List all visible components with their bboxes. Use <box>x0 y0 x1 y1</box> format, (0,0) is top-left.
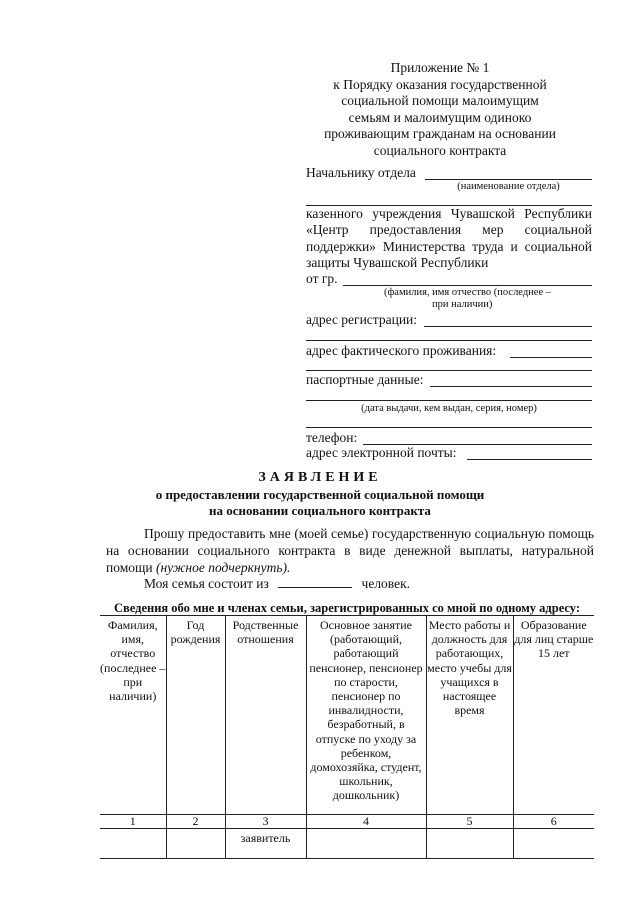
appendix-line: семьям и малоимущим одиноко <box>348 109 532 125</box>
request-note: (нужное подчеркнуть). <box>156 559 291 575</box>
document-subtitle <box>0 487 640 518</box>
passport-hint: (дата выдачи, кем выдан, серия, номер) <box>361 403 537 414</box>
passport-field[interactable] <box>430 386 592 387</box>
table-cell[interactable] <box>306 829 426 859</box>
family-table <box>100 601 594 859</box>
dept-hint: (наименование отдела) <box>457 181 560 192</box>
col-number: 1 <box>100 815 166 829</box>
header-education: Образование для лиц старше 15 лет <box>513 616 594 815</box>
table-number-row <box>100 815 594 829</box>
appendix-line: социального контракта <box>373 142 507 158</box>
header-relation: Родственные отношения <box>225 616 306 815</box>
appendix-block <box>300 60 580 159</box>
col-number: 2 <box>166 815 225 829</box>
request-paragraph <box>106 526 594 576</box>
subtitle-line-1: о предоставлении государственной социальной помощи <box>155 487 485 502</box>
appendix-line: проживающим гражданам на основании <box>324 126 556 141</box>
reg-field-line2[interactable] <box>306 340 592 341</box>
email-label: адрес электронной почты: <box>306 445 457 460</box>
table-cell[interactable] <box>100 829 166 859</box>
header-fio: Фамилия, имя, отчество (последнее – при наличии) <box>100 616 166 815</box>
table-row <box>100 829 594 859</box>
header-workplace: Место работы и должность для работающих, место учебы для учащихся в настоящее время <box>426 616 513 815</box>
col-number: 6 <box>513 815 594 829</box>
subtitle-line-2: на основании социального контракта <box>209 502 431 518</box>
header-occupation: Основное занятие (работающий, работающий пенсионер, пенсионер по старости, пенсионер по инвалидности, безработный, в отпуске по уходу за ребенком, домохозяйка, студент, школьник, дошкольник) <box>306 616 426 815</box>
family-line <box>144 575 410 592</box>
document-title: ЗАЯВЛЕНИЕ <box>258 470 382 485</box>
appendix-line: социальной помощи малоимущим <box>341 93 539 108</box>
chief-label: Начальнику отдела <box>306 165 416 180</box>
family-prefix: Моя семья состоит из <box>144 576 269 591</box>
table-cell[interactable] <box>166 829 225 859</box>
phone-label: телефон: <box>306 430 358 445</box>
addressee-body: казенного учреждения Чувашской Республики «Центр предоставления мер социальной поддержки» Министерства труда и социальной защиты Чувашской Республики <box>306 206 592 271</box>
passport-field-line2[interactable] <box>306 400 592 401</box>
reg-field[interactable] <box>424 326 592 327</box>
reg-label: адрес регистрации: <box>306 312 418 327</box>
header-birth-year: Год рождения <box>166 616 225 815</box>
appendix-line: к Порядку оказания государственной <box>333 76 547 92</box>
family-suffix: человек. <box>361 576 411 591</box>
appendix-line: Приложение № 1 <box>390 60 490 75</box>
fact-label: адрес фактического проживания: <box>306 343 497 358</box>
fact-field-line2[interactable] <box>306 370 592 371</box>
col-number: 4 <box>306 815 426 829</box>
passport-label: паспортные данные: <box>306 372 424 387</box>
table-header-row <box>100 616 594 815</box>
col-number: 5 <box>426 815 513 829</box>
email-field[interactable] <box>467 459 592 460</box>
from-label: от гр. <box>306 271 338 286</box>
table-caption: Сведения обо мне и членах семьи, зарегистрированных со мной по одному адресу: <box>100 601 594 616</box>
family-count-field[interactable] <box>278 575 352 588</box>
fio-hint-2: при наличии) <box>432 299 493 310</box>
table-cell[interactable] <box>426 829 513 859</box>
fio-hint-1: (фамилия, имя отчество (последнее – <box>383 287 551 298</box>
passport-field-line3[interactable] <box>306 427 592 428</box>
fact-field[interactable] <box>510 357 592 358</box>
col-number: 3 <box>225 815 306 829</box>
table-cell-relation: заявитель <box>225 829 306 859</box>
request-text: Прошу предоставить мне (моей семье) государственную социальную помощь на основании социального контракта в виде денежной выплаты, натуральной помощи <box>106 526 594 575</box>
table-cell[interactable] <box>513 829 594 859</box>
